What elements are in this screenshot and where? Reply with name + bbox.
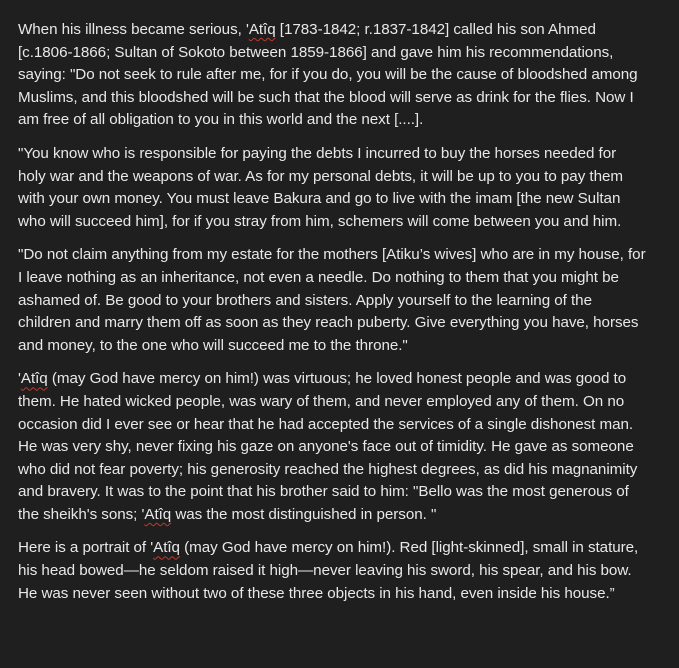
text-run: When his illness became serious, ' <box>18 21 249 38</box>
text-run: [1783-1842; r.1837-1842] called his son Ahmed [c.1806-1866; Sultan of Sokoto between 1859-1866] and gave him his recommendations, saying: "Do not seek to rule after me, for if you do, you will be the cause of bloodshed among Muslims, and this bloodshed will be such that the blood will serve as drink for the flies. Now I am free of all obligation to you in this world and the next [....]. <box>18 21 638 129</box>
paragraph-3[interactable] <box>18 244 647 357</box>
spellcheck-flagged-word[interactable]: Atîq <box>20 370 48 388</box>
paragraph-2[interactable] <box>18 143 647 233</box>
paragraph-5[interactable] <box>18 537 647 605</box>
text-run: was the most distinguished in person. " <box>171 505 437 523</box>
spellcheck-flagged-word[interactable]: Atîq <box>248 21 276 38</box>
text-run: (may God have mercy on him!) was virtuous; he loved honest people and was good to them. He hated wicked people, was wary of them, and never employed any of them. On no occasion did I ever see or hear that he had accepted the services of a single dishonest man. He was very shy, never fixing his gaze on anyone's face out of timidity. He gave as someone who did not fear poverty; his generosity reached the highest degrees, as did his magnanimity and bravery. It was to the point that his brother said to him: "Bello was the most generous of the sheikh's sons; ' <box>18 370 638 523</box>
text-run: "Do not claim anything from my estate for the mothers [Atiku’s wives] who are in my house, for I leave nothing as an inheritance, not even a needle. Do nothing to them that you might be ashamed of. Be good to your brothers and sisters. Apply yourself to the learning of the children and marry them off as soon as they reach puberty. Give everything you have, horses and money, to the one who will succeed me to the throne." <box>18 246 646 354</box>
paragraph-4[interactable] <box>18 368 647 526</box>
spellcheck-flagged-word[interactable]: Atîq <box>144 505 172 523</box>
spellcheck-flagged-word[interactable]: Atîq <box>153 539 180 557</box>
text-run: Here is a portrait of ' <box>18 539 154 557</box>
text-run: "You know who is responsible for paying the debts I incurred to buy the horses needed for holy war and the weapons of war. As for my personal debts, it will be up to you to pay them with your own money. You must leave Bakura and go to live with the imam [the new Sultan who will succeed him], for if you stray from him, schemers will come between you and him. <box>18 144 623 230</box>
text-run: (may God have mercy on him!). Red [light-skinned], small in stature, his head bowed—he seldom raised it high—never leaving his sword, his spear, and his bow. He was never seen without two of these three objects in his hand, even inside his house.” <box>18 539 639 602</box>
text-run: ' <box>18 370 21 388</box>
paragraph-1[interactable] <box>18 19 647 132</box>
